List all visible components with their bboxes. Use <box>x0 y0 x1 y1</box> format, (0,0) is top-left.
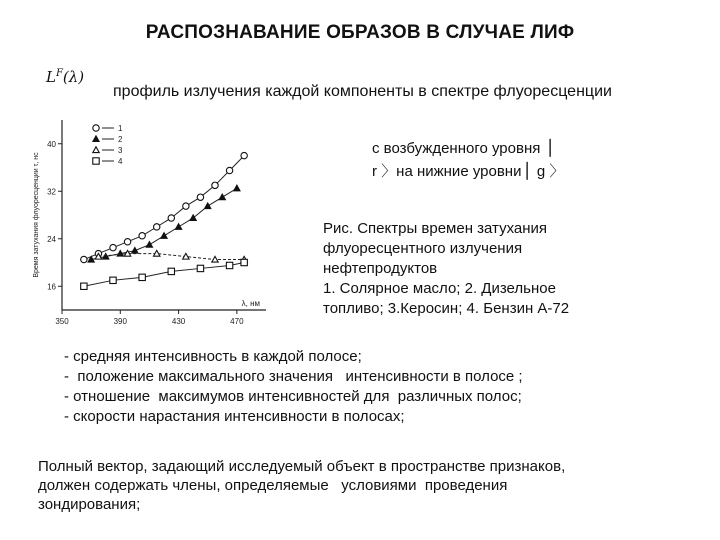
data-point <box>161 233 167 239</box>
series-1 <box>81 152 248 262</box>
legend-label: 2 <box>118 135 123 144</box>
data-point <box>197 194 203 200</box>
excited-level-text <box>372 137 564 183</box>
list-item: - средняя интенсивность в каждой полосе; <box>64 348 362 365</box>
list-item: - положение максимального значения интенсивности в полосе ; <box>64 368 523 385</box>
data-point <box>234 185 240 191</box>
y-tick-label: 24 <box>47 234 56 244</box>
lf-symbol: L <box>46 68 56 86</box>
data-point <box>139 233 145 239</box>
legend-label: 1 <box>118 124 123 133</box>
data-point <box>154 224 160 230</box>
data-point <box>110 277 116 283</box>
caption-line: Рис. Спектры времен затухания <box>323 220 548 237</box>
x-tick-label: 350 <box>55 317 69 326</box>
data-point <box>132 247 138 253</box>
lf-argument: (λ) <box>62 68 85 86</box>
data-point <box>241 259 247 265</box>
excited-line-1: с возбужденного уровня ⎪ <box>372 140 556 157</box>
caption-line: топливо; 3.Керосин; 4. Бензин А-72 <box>323 300 570 317</box>
lf-superscript: F <box>55 68 63 79</box>
series-line <box>84 263 244 287</box>
figure-caption <box>323 219 703 319</box>
feature-list <box>64 347 523 427</box>
data-point <box>81 283 87 289</box>
data-point <box>226 167 232 173</box>
data-point <box>110 244 116 250</box>
data-point <box>139 274 145 280</box>
data-point <box>241 152 247 158</box>
legend-label: 3 <box>118 146 123 155</box>
data-point <box>226 262 232 268</box>
legend-marker <box>93 136 99 142</box>
slide-title: РАСПОЗНАВАНИЕ ОБРАЗОВ В СЛУЧАЕ ЛИФ <box>145 22 575 43</box>
legend-marker <box>93 158 99 164</box>
paragraph-line: зондирования; <box>38 496 141 513</box>
data-point <box>205 203 211 209</box>
x-tick-label: 430 <box>171 317 186 326</box>
profile-text: профиль излучения каждой компоненты в спектре флуоресценции <box>113 83 612 100</box>
lf-formula-label <box>46 68 84 86</box>
list-item: - отношение максимумов интенсивностей для различных полос; <box>64 388 522 405</box>
data-point <box>212 182 218 188</box>
x-axis-label: λ, нм <box>241 299 260 308</box>
x-tick-label: 470 <box>230 317 244 326</box>
data-point <box>175 224 181 230</box>
data-point <box>168 268 174 274</box>
y-tick-label: 32 <box>47 187 56 197</box>
data-point <box>81 256 87 262</box>
data-point <box>197 265 203 271</box>
series-4 <box>81 259 248 289</box>
chart-layer <box>33 120 266 326</box>
y-tick-label: 40 <box>47 139 56 149</box>
paragraph-line: должен содержать члены, определяемые условиями проведения <box>38 477 508 494</box>
legend-label: 4 <box>118 157 123 166</box>
y-axis-label: Время затухания флуоресценции τ, нс <box>33 152 40 278</box>
x-tick-label: 390 <box>113 317 127 326</box>
data-point <box>212 256 218 262</box>
data-point <box>124 239 130 245</box>
decay-time-chart <box>26 112 294 334</box>
caption-line: флуоресцентного излучения <box>323 240 523 257</box>
list-item: - скорости нарастания интенсивности в полосах; <box>64 408 405 425</box>
caption-line: 1. Солярное масло; 2. Дизельное <box>323 280 556 297</box>
data-point <box>168 215 174 221</box>
caption-line: нефтепродуктов <box>323 260 438 277</box>
paragraph-line: Полный вектор, задающий исследуемый объект в пространстве признаков, <box>38 458 566 475</box>
series-line <box>84 156 244 260</box>
data-point <box>146 241 152 247</box>
data-point <box>183 203 189 209</box>
y-tick-label: 16 <box>47 282 56 292</box>
data-point <box>219 194 225 200</box>
excited-line-2: r 〉на нижние уровни⎪ g 〉 <box>372 163 565 180</box>
legend-marker <box>93 147 99 153</box>
summary-paragraph <box>38 457 698 514</box>
legend-marker <box>93 125 99 131</box>
